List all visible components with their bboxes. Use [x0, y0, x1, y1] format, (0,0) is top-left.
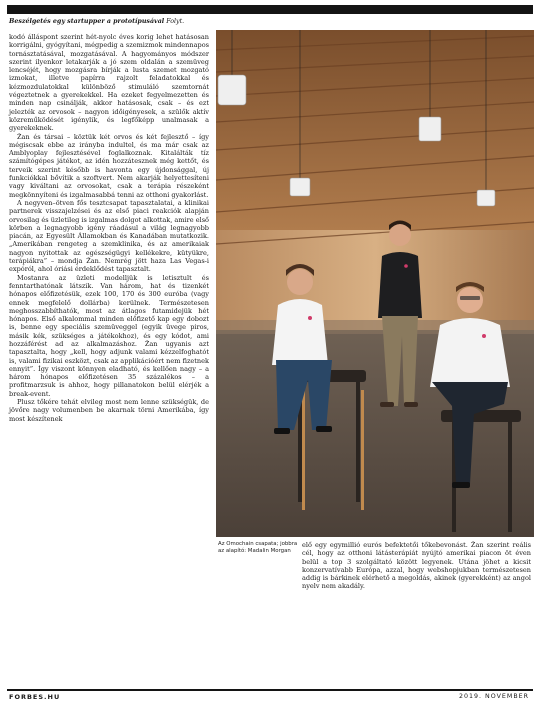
issue-date: 2019. NOVEMBER: [459, 693, 529, 700]
footer-rule: [7, 689, 533, 691]
paragraph: kodó álláspont szerint hét-nyolc éves korig lehet hatásosan korrigálni, gyógyítani, mégpedig a szemizmok mindennapos tornásztatásával, mozgatásával. A hagyományos módszer szerint ilyenkor letakarják a jó szem oldalán a szemüveg lencséjét, hogy mozgásra bírják a lusta szemet mozgató izmokat, illetve papírra rajzolt feladatokkal és kézmozdulatokkal különböző stimuláló szemtornát végeztetnek a gyerekekkel. Ha ezeket fegyelmezetten és minden nap csinálják, akkor hatásosak, csak – és ezt jelezték az orvosok – nagyon időigényesek, a szülők aktív közreműködését igénylik, és legfőképp unalmasak a gyerekeknek.: [9, 33, 209, 133]
header-bar: [7, 5, 533, 14]
paragraph: elő egy egymillió eurós befektetői tőkebevonást. Žan szerint reális cél, hogy az otthoni látásterápiát nyújtó amerikai piacon öt éven belül a top 3 szolgáltató között legyenek. Utána jöhet a kicsit konzervatívabb Európa, azzal, hogy webshopjukban természetesen addig is bárkinek elérhető a megoldás, akinek (gyerekként) az angol nyelv nem akadály.: [302, 541, 531, 591]
team-photo: [216, 30, 534, 537]
paragraph: Plusz tőkére tehát elvileg most nem lenne szükségük, de jövőre nagy volumenben be akarnak törni Amerikába, így most készítenek: [9, 398, 209, 423]
left-text-column: [9, 33, 209, 423]
right-text-column: [302, 541, 531, 591]
paragraph: A negyven–ötven fős tesztcsapat tapasztalatai, a klinikai partnerek visszajelzései és az első piaci reakciók alapján orvosilag és üzletileg is izgalmas dolgot alkottak, amire első körben a legnagyobb igény ráadásul a világ legnagyobb piacán, az Egyesült Államokban és Kanadában mutatkozik. „Amerikában rengeteg a szemklinika, és az amerikaiak nagyon nyitottak az egészségügyi kellékekre, kütyükre, terápiákra” – mondja Žan. Nemrég jött haza Las Vegas-i expóról, ahol óriási érdeklődést tapasztalt.: [9, 198, 209, 274]
section-author: Folyt.: [166, 18, 185, 25]
section-title: Beszélgetés egy startupper a prototípusával: [9, 18, 165, 25]
paragraph: Mostanra az üzleti modelljük is letisztult és fenntarthatónak látszik. Van három, hat és tizenkét hónapos előfizetésük, ezek 100, 170 és 300 euróba (vagy ennek megfelelő dollárba) kerülnek. Természetesen meghosszabbíthatók, most az átlagos futamidejük hét hónapos. Első alkalommal minden előfizető kap egy dobozt is, benne egy speciális szemüveggel (egyik üvege piros, másik kék, szükséges a játékokhoz), és egy kódot, ami hozzáférést ad az alkalmazáshoz. Žan ugyanis azt tapasztalta, hogy „kell, hogy adjunk valami kézzelfoghatót is, valami fizikai eszközt, csak az applikációért nem fizetnek ennyit”. Így viszont könnyen eladható, és kellően nagy – a három hónapos előfizetésen 35 százalékos – a profitmarzsuk is ahhoz, hogy pillanatokon belül elérjék a break-event.: [9, 273, 209, 398]
photo-caption: Az Omochain csapata; jobbra az alapító: Madalin Morgan: [218, 541, 298, 554]
team-photo-illustration: [216, 30, 534, 537]
paragraph: Žan és társai – köztük két orvos és két fejlesztő – így mégiscsak ebbe az irányba indultel, és ma már csak az Amblyoplay fejlesztésével foglalkoznak. Kitalálták tíz számítógépes játékot, az idén hozzátesznek még kettőt, és terveik szerint később is havonta egy újdonsággal, új funkciókkal bővítik a szoftvert. Nem akarják helyettesíteni vagy kiváltani az orvosokat, csak a terápia részeként megkönnyíteni és izgalmasabbá tenni az otthoni gyakorlást.: [9, 132, 209, 199]
publication-name: FORBES.HU: [9, 693, 61, 701]
running-header: [9, 18, 309, 26]
